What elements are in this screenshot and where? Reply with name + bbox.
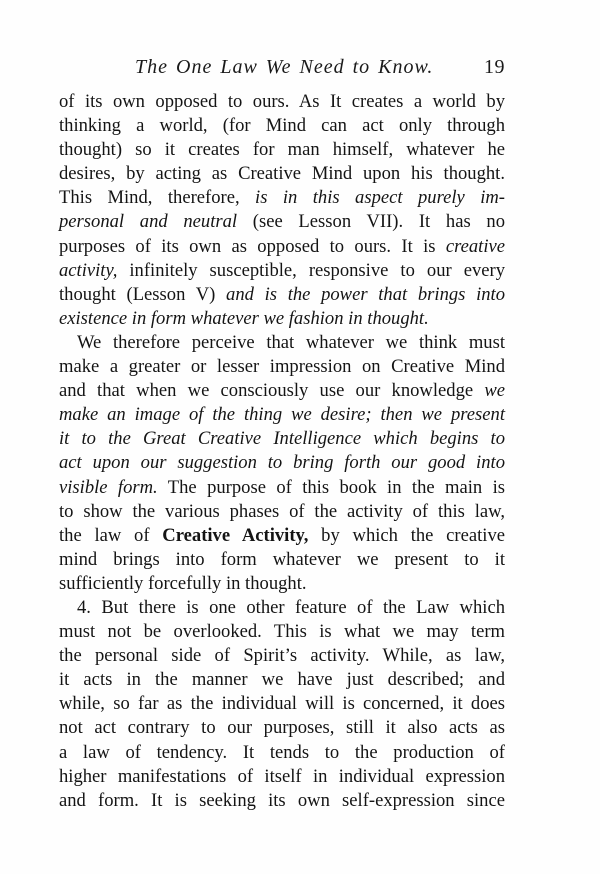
- italic-text: act upon our suggestion to bring forth our good into: [59, 452, 505, 474]
- text-line: [59, 379, 505, 403]
- text-span: thinking a world, (for Mind can act only through: [59, 115, 505, 137]
- text-span: and form. It is seeking its own self-expression since: [59, 789, 505, 811]
- italic-text: make an image of the thing we desire; then we present: [59, 404, 505, 426]
- italic-text: personal and neutral: [59, 211, 238, 233]
- running-title: The One Law We Need to Know.: [135, 56, 434, 78]
- text-line: [59, 692, 505, 716]
- text-span: while, so far as the individual will is concerned, it does: [59, 693, 505, 715]
- text-span: thought) so it creates for man himself, whatever he: [59, 139, 505, 161]
- body-text: [59, 90, 505, 813]
- text-span: to show the various phases of the activity of this law,: [59, 500, 505, 522]
- text-span: (see Lesson VII). It has no: [237, 211, 505, 233]
- italic-text: visible form.: [59, 476, 158, 498]
- text-span: it acts in the manner we have just described; and: [59, 669, 505, 691]
- running-head: [59, 56, 505, 82]
- text-line: [59, 114, 505, 138]
- italic-text: creative: [445, 235, 505, 257]
- text-line: [59, 451, 505, 475]
- text-span: We therefore perceive that whatever we think must: [77, 331, 505, 353]
- text-line: [59, 162, 505, 186]
- italic-text: is in this aspect purely im-: [255, 187, 505, 209]
- text-span: higher manifestations of itself in individual expression: [59, 765, 505, 787]
- text-span: the personal side of Spirit’s activity. While, as law,: [59, 645, 505, 667]
- text-span: by which the creative: [308, 524, 505, 546]
- text-line: [59, 235, 505, 259]
- text-line: [59, 186, 505, 210]
- text-line: [59, 524, 505, 548]
- italic-text: we: [484, 380, 505, 402]
- text-line: [59, 476, 505, 500]
- text-span: desires, by acting as Creative Mind upon his thought.: [59, 163, 505, 185]
- text-span: make a greater or lesser impression on Creative Mind: [59, 356, 505, 378]
- text-line: [59, 500, 505, 524]
- text-line: [59, 596, 505, 620]
- text-line: [59, 355, 505, 379]
- text-span: must not be overlooked. This is what we may term: [59, 621, 505, 643]
- text-line: [59, 644, 505, 668]
- italic-text: activity,: [59, 259, 118, 281]
- text-line: [59, 741, 505, 765]
- text-span: thought (Lesson V): [59, 283, 227, 305]
- text-span: The purpose of this book in the main is: [157, 476, 506, 498]
- text-line: [59, 90, 505, 114]
- text-span: infinitely susceptible, responsive to our every: [117, 259, 505, 281]
- italic-text: existence in form whatever we fashion in thought.: [59, 307, 429, 329]
- text-line: [59, 427, 505, 451]
- text-line: [59, 403, 505, 427]
- text-line: [59, 789, 505, 813]
- text-line: [59, 259, 505, 283]
- text-line: [59, 307, 505, 331]
- text-line: [59, 138, 505, 162]
- text-span: of its own opposed to ours. As It creates a world by: [59, 91, 505, 112]
- text-span: This Mind, therefore,: [59, 187, 256, 209]
- text-line: [59, 765, 505, 789]
- text-span: the law of: [59, 524, 163, 546]
- text-span: mind brings into form whatever we present to it: [59, 548, 505, 570]
- text-line: [59, 572, 505, 596]
- italic-text: and is the power that brings into: [226, 283, 506, 305]
- text-span: purposes of its own as opposed to ours. It is: [59, 235, 446, 257]
- text-span: not act contrary to our purposes, still it also acts as: [59, 717, 505, 739]
- text-line: [59, 668, 505, 692]
- text-line: [59, 620, 505, 644]
- text-span: and that when we consciously use our knowledge: [59, 380, 485, 402]
- italic-text: it to the Great Creative Intelligence which begins to: [59, 428, 505, 450]
- bold-text: Creative Activity,: [162, 524, 309, 546]
- page-number: 19: [484, 56, 505, 78]
- text-span: a law of tendency. It tends to the production of: [59, 741, 505, 763]
- text-span: sufficiently forcefully in thought.: [59, 572, 307, 594]
- text-span: 4. But there is one other feature of the Law which: [77, 596, 505, 618]
- text-line: [59, 210, 505, 234]
- text-line: [59, 331, 505, 355]
- text-line: [59, 283, 505, 307]
- text-line: [59, 716, 505, 740]
- text-line: [59, 548, 505, 572]
